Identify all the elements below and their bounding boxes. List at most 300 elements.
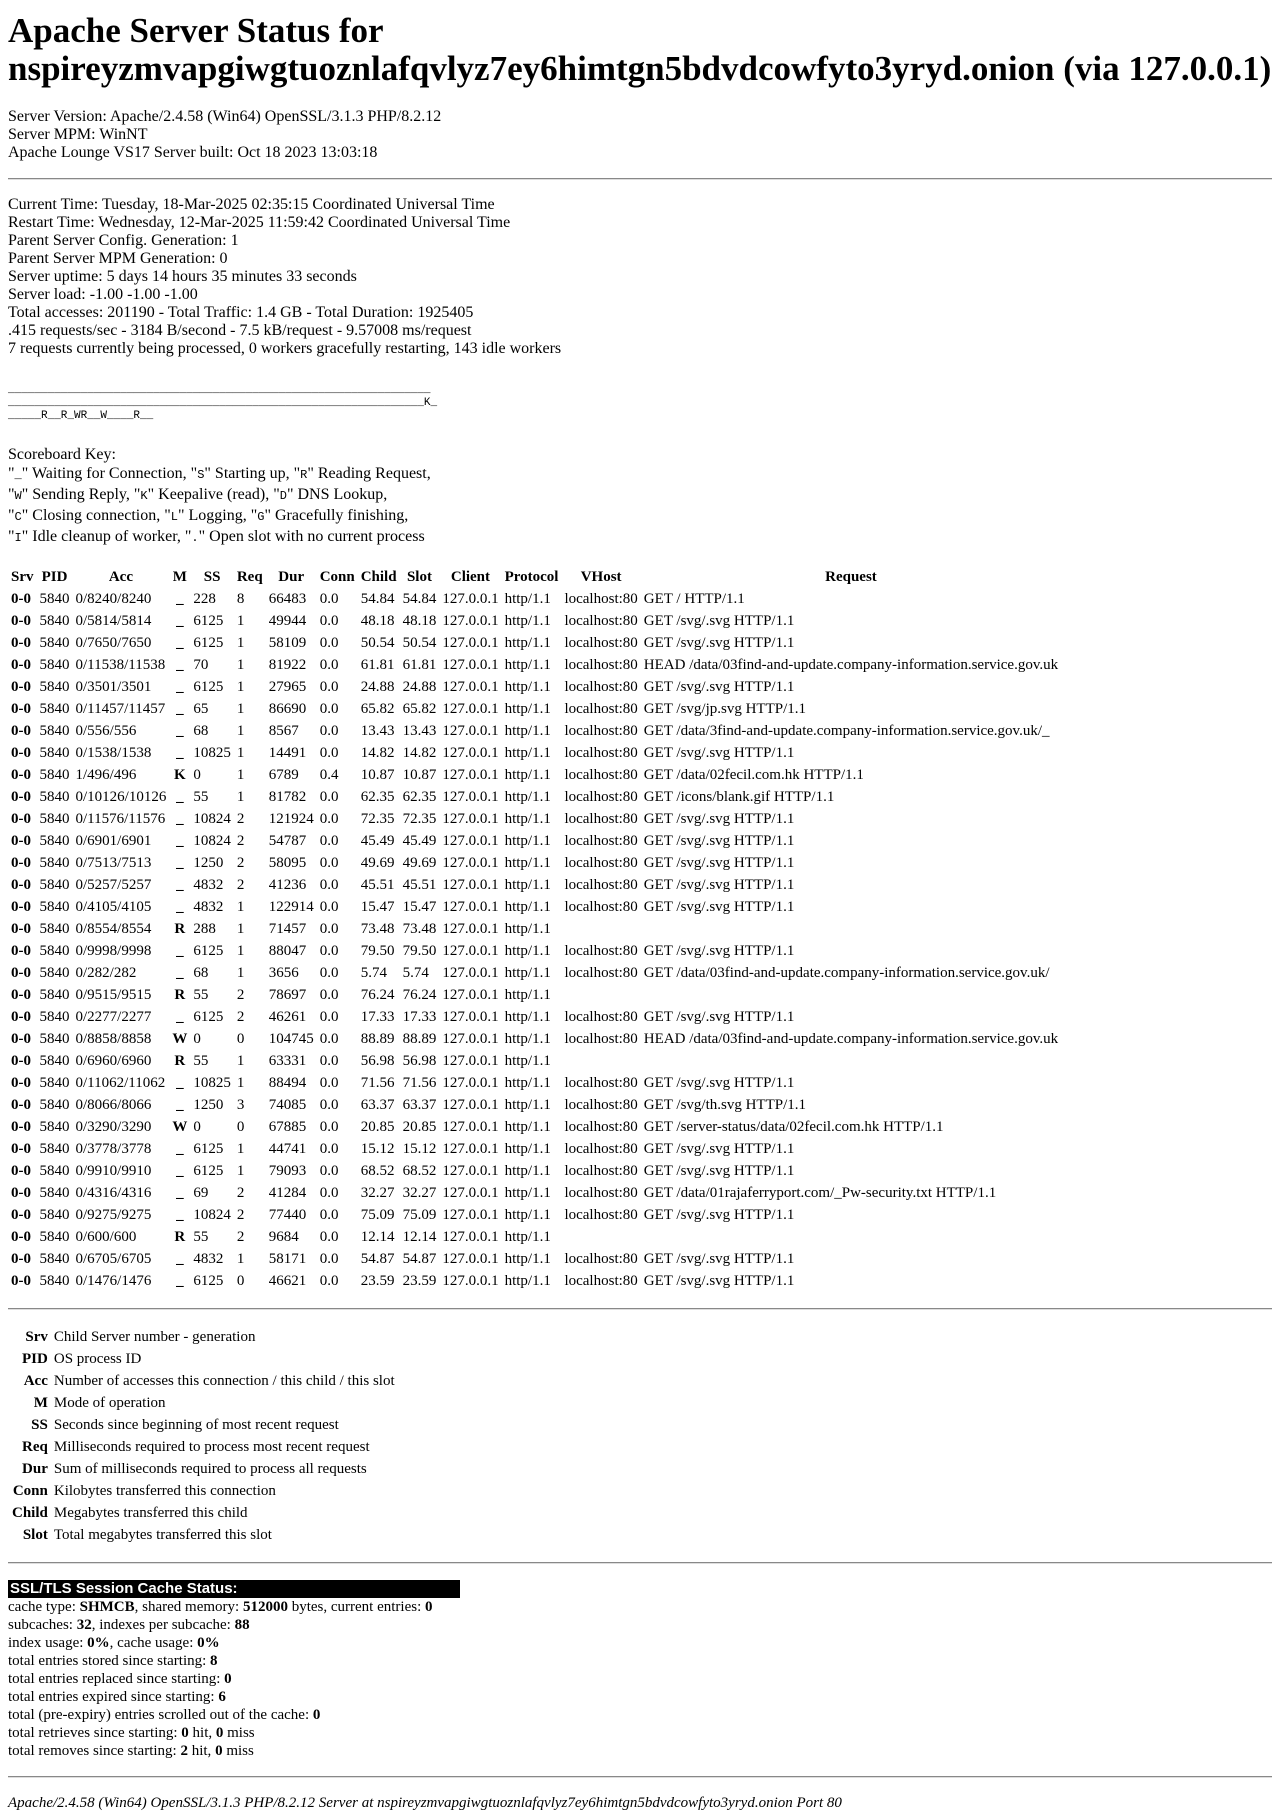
cell-client: 127.0.0.1 <box>442 899 499 915</box>
legend-term: SS <box>31 1417 48 1433</box>
cell-pid: 5840 <box>39 1119 70 1135</box>
cell-req: 1 <box>236 723 245 739</box>
cell-client: 127.0.0.1 <box>442 1097 499 1113</box>
cell-slot: 61.81 <box>402 657 437 673</box>
server-mpm: Server MPM: WinNT <box>8 126 148 143</box>
cell-req: 1 <box>236 965 245 981</box>
cell-conn: 0.0 <box>319 833 339 849</box>
cell-child: 79.50 <box>360 943 395 959</box>
table-row <box>8 676 1061 698</box>
cell-ss: 10824 <box>193 833 231 849</box>
cell-req: 2 <box>236 1229 245 1245</box>
cell-dur: 78697 <box>268 987 307 1003</box>
cell-slot: 45.49 <box>402 833 437 849</box>
cell-request: GET /svg/.svg HTTP/1.1 <box>643 899 795 915</box>
cell-pid: 5840 <box>39 811 70 827</box>
table-row <box>8 1116 1061 1138</box>
cell-mode: _ <box>176 701 184 717</box>
cell-req: 1 <box>236 789 245 805</box>
cell-mode: _ <box>176 1097 184 1113</box>
table-row <box>8 940 1061 962</box>
cell-child: 68.52 <box>360 1163 395 1179</box>
cell-vhost: localhost:80 <box>564 679 638 695</box>
cell-child: 75.09 <box>360 1207 395 1223</box>
cell-vhost: localhost:80 <box>564 855 638 871</box>
cell-protocol: http/1.1 <box>504 1229 551 1245</box>
column-header-dur: Dur <box>278 569 305 585</box>
cell-conn: 0.0 <box>319 1163 339 1179</box>
cell-request: GET / HTTP/1.1 <box>643 591 745 607</box>
cell-protocol: http/1.1 <box>504 877 551 893</box>
cell-mode: _ <box>176 591 184 607</box>
scoreboard-key-text: " Keepalive (read), " <box>147 486 280 503</box>
cell-srv: 0-0 <box>11 657 31 673</box>
server-info <box>8 108 1272 162</box>
cell-mode: _ <box>176 1251 184 1267</box>
cell-ss: 6125 <box>193 635 224 651</box>
scoreboard-key-text: " <box>8 507 15 524</box>
cell-request: GET /svg/.svg HTTP/1.1 <box>643 943 795 959</box>
cell-req: 2 <box>236 833 245 849</box>
cell-client: 127.0.0.1 <box>442 1119 499 1135</box>
table-row <box>8 786 1061 808</box>
ssl-cache-line <box>8 1616 1272 1634</box>
ssl-cache-value: 2 <box>180 1743 188 1759</box>
cell-vhost: localhost:80 <box>564 745 638 761</box>
scoreboard-key <box>8 445 1272 548</box>
cell-vhost: localhost:80 <box>564 657 638 673</box>
cell-srv: 0-0 <box>11 767 31 783</box>
scoreboard-key-code: W <box>14 489 22 503</box>
cell-request: GET /svg/.svg HTTP/1.1 <box>643 1009 795 1025</box>
cell-client: 127.0.0.1 <box>442 1207 499 1223</box>
cell-child: 49.69 <box>360 855 395 871</box>
cell-acc: 0/7513/7513 <box>75 855 152 871</box>
legend-term: Child <box>12 1505 48 1521</box>
cell-dur: 86690 <box>268 701 307 717</box>
legend-description: OS process ID <box>53 1351 142 1367</box>
cell-srv: 0-0 <box>11 1097 31 1113</box>
scoreboard-key-code: G <box>257 510 265 524</box>
legend-description: Seconds since beginning of most recent request <box>53 1417 339 1433</box>
cell-conn: 0.0 <box>319 1097 339 1113</box>
cell-conn: 0.0 <box>319 635 339 651</box>
column-header-m: M <box>172 569 187 585</box>
cell-acc: 0/9998/9998 <box>75 943 152 959</box>
legend-description: Kilobytes transferred this connection <box>53 1483 276 1499</box>
cell-pid: 5840 <box>39 899 70 915</box>
cell-client: 127.0.0.1 <box>442 701 499 717</box>
cell-mode: _ <box>176 1163 184 1179</box>
table-row <box>8 1160 1061 1182</box>
cell-child: 10.87 <box>360 767 395 783</box>
legend-description: Milliseconds required to process most recent request <box>53 1439 370 1455</box>
cell-acc: 0/6705/6705 <box>75 1251 152 1267</box>
cell-protocol: http/1.1 <box>504 899 551 915</box>
cell-child: 48.18 <box>360 613 395 629</box>
cell-acc: 0/5814/5814 <box>75 613 152 629</box>
cell-protocol: http/1.1 <box>504 1119 551 1135</box>
cell-client: 127.0.0.1 <box>442 635 499 651</box>
cell-pid: 5840 <box>39 1185 70 1201</box>
cell-protocol: http/1.1 <box>504 1009 551 1025</box>
cell-srv: 0-0 <box>11 1119 31 1135</box>
cell-dur: 49944 <box>268 613 307 629</box>
cell-req: 0 <box>236 1119 245 1135</box>
cell-ss: 4832 <box>193 877 224 893</box>
cell-srv: 0-0 <box>11 679 31 695</box>
cell-ss: 6125 <box>193 1141 224 1157</box>
cell-slot: 62.35 <box>402 789 437 805</box>
cell-child: 45.49 <box>360 833 395 849</box>
cell-request: GET /svg/.svg HTTP/1.1 <box>643 613 795 629</box>
cell-client: 127.0.0.1 <box>442 987 499 1003</box>
cell-vhost: localhost:80 <box>564 1163 638 1179</box>
cell-ss: 68 <box>193 965 209 981</box>
cell-request: GET /svg/.svg HTTP/1.1 <box>643 1207 795 1223</box>
cell-conn: 0.0 <box>319 921 339 937</box>
cell-mode: _ <box>176 833 184 849</box>
cell-req: 0 <box>236 1031 245 1047</box>
table-row <box>8 1028 1061 1050</box>
legend-description: Sum of milliseconds required to process all requests <box>53 1461 367 1477</box>
scoreboard-key-code: I <box>14 531 22 545</box>
cell-ss: 6125 <box>193 1163 224 1179</box>
cell-protocol: http/1.1 <box>504 1141 551 1157</box>
cell-slot: 71.56 <box>402 1075 437 1091</box>
cell-vhost: localhost:80 <box>564 877 638 893</box>
ssl-cache-header: SSL/TLS Session Cache Status: <box>8 1580 460 1598</box>
cell-acc: 0/5257/5257 <box>75 877 152 893</box>
server-load: Server load: -1.00 -1.00 -1.00 <box>8 286 198 303</box>
cell-pid: 5840 <box>39 1273 70 1289</box>
cell-dur: 58095 <box>268 855 307 871</box>
ssl-cache-line <box>8 1724 1272 1742</box>
ssl-cache-line <box>8 1688 1272 1706</box>
cell-ss: 0 <box>193 1119 201 1135</box>
cell-request: GET /svg/.svg HTTP/1.1 <box>643 877 795 893</box>
cell-client: 127.0.0.1 <box>442 679 499 695</box>
cell-slot: 79.50 <box>402 943 437 959</box>
cell-ss: 55 <box>193 789 209 805</box>
table-row <box>8 742 1061 764</box>
ssl-cache-line <box>8 1742 1272 1760</box>
cell-req: 2 <box>236 877 245 893</box>
scoreboard-key-text: " DNS Lookup, <box>286 486 388 503</box>
divider <box>8 1776 1272 1778</box>
cell-req: 1 <box>236 745 245 761</box>
cell-protocol: http/1.1 <box>504 723 551 739</box>
server-built: Apache Lounge VS17 Server built: Oct 18 2023 13:03:18 <box>8 144 378 161</box>
ssl-cache-label: hit, <box>188 1725 216 1741</box>
legend-description: Total megabytes transferred this slot <box>53 1527 272 1543</box>
scoreboard-key-text: " Idle cleanup of worker, " <box>21 528 192 545</box>
scoreboard <box>8 384 1272 423</box>
cell-srv: 0-0 <box>11 1273 31 1289</box>
legend-row <box>10 1502 397 1524</box>
cell-req: 1 <box>236 635 245 651</box>
cell-slot: 76.24 <box>402 987 437 1003</box>
cell-dur: 14491 <box>268 745 307 761</box>
cell-vhost: localhost:80 <box>564 943 638 959</box>
table-row <box>8 698 1061 720</box>
cell-vhost: localhost:80 <box>564 1097 638 1113</box>
cell-srv: 0-0 <box>11 899 31 915</box>
cell-protocol: http/1.1 <box>504 635 551 651</box>
cell-client: 127.0.0.1 <box>442 1075 499 1091</box>
cell-srv: 0-0 <box>11 855 31 871</box>
cell-dur: 79093 <box>268 1163 307 1179</box>
scoreboard-key-code: _ <box>14 468 22 482</box>
ssl-cache-label: total removes since starting: <box>8 1743 181 1759</box>
cell-slot: 13.43 <box>402 723 437 739</box>
cell-vhost: localhost:80 <box>564 811 638 827</box>
cell-protocol: http/1.1 <box>504 987 551 1003</box>
cell-acc: 0/9515/9515 <box>75 987 152 1003</box>
cell-client: 127.0.0.1 <box>442 877 499 893</box>
cell-pid: 5840 <box>39 987 70 1003</box>
ssl-cache-label: , shared memory: <box>134 1599 243 1615</box>
cell-pid: 5840 <box>39 1053 70 1069</box>
cell-conn: 0.4 <box>319 767 339 783</box>
cell-req: 1 <box>236 1053 245 1069</box>
cell-pid: 5840 <box>39 679 70 695</box>
cell-ss: 55 <box>193 1229 209 1245</box>
cell-client: 127.0.0.1 <box>442 1141 499 1157</box>
page-title-line1: Apache Server Status for <box>8 11 384 50</box>
cell-child: 13.43 <box>360 723 395 739</box>
legend-row <box>10 1480 397 1502</box>
ssl-cache-label: , indexes per subcache: <box>91 1617 235 1633</box>
cell-acc: 0/1476/1476 <box>75 1273 152 1289</box>
cell-srv: 0-0 <box>11 701 31 717</box>
legend-term: Conn <box>12 1483 48 1499</box>
cell-request: GET /svg/.svg HTTP/1.1 <box>643 1273 795 1289</box>
cell-client: 127.0.0.1 <box>442 1251 499 1267</box>
cell-mode: _ <box>176 811 184 827</box>
scoreboard-key-text: " Open slot with no current process <box>198 528 425 545</box>
cell-protocol: http/1.1 <box>504 1097 551 1113</box>
cell-slot: 63.37 <box>402 1097 437 1113</box>
cell-slot: 15.47 <box>402 899 437 915</box>
cell-pid: 5840 <box>39 833 70 849</box>
page-title <box>8 12 1272 88</box>
cell-mode: _ <box>176 657 184 673</box>
ssl-cache-value: 0% <box>197 1635 220 1651</box>
cell-vhost: localhost:80 <box>564 1119 638 1135</box>
scoreboard-key-line <box>8 527 1272 548</box>
cell-client: 127.0.0.1 <box>442 1229 499 1245</box>
cell-child: 54.87 <box>360 1251 395 1267</box>
legend-row <box>10 1524 397 1546</box>
cell-ss: 4832 <box>193 1251 224 1267</box>
cell-dur: 66483 <box>268 591 307 607</box>
ssl-cache-value: 0% <box>87 1635 110 1651</box>
cell-ss: 6125 <box>193 1009 224 1025</box>
cell-request: GET /svg/.svg HTTP/1.1 <box>643 745 795 761</box>
cell-mode: _ <box>176 899 184 915</box>
cell-acc: 0/6901/6901 <box>75 833 152 849</box>
cell-protocol: http/1.1 <box>504 1251 551 1267</box>
cell-child: 14.82 <box>360 745 395 761</box>
column-header-pid: PID <box>41 569 68 585</box>
cell-client: 127.0.0.1 <box>442 1009 499 1025</box>
scoreboard-key-text: " Closing connection, " <box>21 507 171 524</box>
cell-srv: 0-0 <box>11 1207 31 1223</box>
cell-child: 88.89 <box>360 1031 395 1047</box>
cell-conn: 0.0 <box>319 745 339 761</box>
cell-pid: 5840 <box>39 1251 70 1267</box>
cell-acc: 0/3501/3501 <box>75 679 152 695</box>
ssl-cache-label: miss <box>222 1743 254 1759</box>
cell-protocol: http/1.1 <box>504 613 551 629</box>
legend-description: Megabytes transferred this child <box>53 1505 248 1521</box>
column-header-srv: Srv <box>11 569 34 585</box>
column-header-ss: SS <box>203 569 221 585</box>
table-row <box>8 654 1061 676</box>
cell-request <box>641 984 1061 1006</box>
table-row <box>8 1204 1061 1226</box>
legend-row <box>10 1414 397 1436</box>
ssl-cache-label: , cache usage: <box>109 1635 198 1651</box>
cell-dur: 41284 <box>268 1185 307 1201</box>
cell-slot: 15.12 <box>402 1141 437 1157</box>
cell-vhost: localhost:80 <box>564 613 638 629</box>
cell-srv: 0-0 <box>11 591 31 607</box>
cell-child: 62.35 <box>360 789 395 805</box>
cell-srv: 0-0 <box>11 833 31 849</box>
cell-slot: 17.33 <box>402 1009 437 1025</box>
cell-pid: 5840 <box>39 1097 70 1113</box>
ssl-cache-value: 32 <box>76 1617 92 1633</box>
cell-child: 65.82 <box>360 701 395 717</box>
cell-ss: 70 <box>193 657 209 673</box>
table-row <box>8 852 1061 874</box>
cell-protocol: http/1.1 <box>504 745 551 761</box>
scoreboard-key-line <box>8 506 1272 527</box>
cell-ss: 1250 <box>193 1097 224 1113</box>
cell-dur: 88047 <box>268 943 307 959</box>
column-header-client: Client <box>450 569 491 585</box>
ssl-cache-line <box>8 1706 1272 1724</box>
cell-mode: _ <box>176 1185 184 1201</box>
cell-child: 56.98 <box>360 1053 395 1069</box>
cell-protocol: http/1.1 <box>504 855 551 871</box>
cell-srv: 0-0 <box>11 1031 31 1047</box>
ssl-cache-value: 0 <box>425 1599 433 1615</box>
cell-pid: 5840 <box>39 877 70 893</box>
cell-protocol: http/1.1 <box>504 943 551 959</box>
cell-ss: 6125 <box>193 613 224 629</box>
table-row <box>8 984 1061 1006</box>
cell-pid: 5840 <box>39 745 70 761</box>
ssl-cache-label: bytes, current entries: <box>287 1599 425 1615</box>
cell-dur: 77440 <box>268 1207 307 1223</box>
cell-acc: 0/9910/9910 <box>75 1163 152 1179</box>
cell-acc: 0/600/600 <box>75 1229 137 1245</box>
cell-dur: 104745 <box>268 1031 314 1047</box>
cell-mode: _ <box>176 635 184 651</box>
cell-request: GET /svg/jp.svg HTTP/1.1 <box>643 701 807 717</box>
ssl-cache-label: total (pre-expiry) entries scrolled out of the cache: <box>8 1707 313 1723</box>
cell-conn: 0.0 <box>319 723 339 739</box>
cell-protocol: http/1.1 <box>504 767 551 783</box>
cell-request: GET /data/3find-and-update.company-information.service.gov.uk/_ <box>643 723 1050 739</box>
total-accesses: Total accesses: 201190 - Total Traffic: 1.4 GB - Total Duration: 1925405 <box>8 304 474 321</box>
cell-acc: 0/4105/4105 <box>75 899 152 915</box>
cell-protocol: http/1.1 <box>504 1185 551 1201</box>
config-generation: Parent Server Config. Generation: 1 <box>8 232 239 249</box>
cell-dur: 58109 <box>268 635 307 651</box>
cell-pid: 5840 <box>39 1009 70 1025</box>
cell-vhost: localhost:80 <box>564 1075 638 1091</box>
cell-dur: 9684 <box>268 1229 299 1245</box>
cell-client: 127.0.0.1 <box>442 591 499 607</box>
cell-conn: 0.0 <box>319 613 339 629</box>
table-row <box>8 830 1061 852</box>
scoreboard-key-code: D <box>279 489 287 503</box>
cell-request: GET /svg/.svg HTTP/1.1 <box>643 833 795 849</box>
cell-dur: 74085 <box>268 1097 307 1113</box>
cell-dur: 44741 <box>268 1141 307 1157</box>
ssl-cache-label: miss <box>223 1725 255 1741</box>
cell-conn: 0.0 <box>319 1251 339 1267</box>
cell-dur: 8567 <box>268 723 299 739</box>
column-header-protocol: Protocol <box>504 569 559 585</box>
cell-srv: 0-0 <box>11 1251 31 1267</box>
mpm-generation: Parent Server MPM Generation: 0 <box>8 250 228 267</box>
cell-mode: _ <box>176 877 184 893</box>
cell-req: 2 <box>236 1009 245 1025</box>
cell-request: HEAD /data/03find-and-update.company-information.service.gov.uk <box>643 1031 1059 1047</box>
cell-child: 50.54 <box>360 635 395 651</box>
table-row <box>8 896 1061 918</box>
cell-dur: 67885 <box>268 1119 307 1135</box>
cell-req: 1 <box>236 679 245 695</box>
cell-vhost: localhost:80 <box>564 1009 638 1025</box>
cell-acc: 0/11457/11457 <box>75 701 166 717</box>
cell-slot: 12.14 <box>402 1229 437 1245</box>
cell-dur: 88494 <box>268 1075 307 1091</box>
legend-description: Mode of operation <box>53 1395 166 1411</box>
cell-ss: 0 <box>193 767 201 783</box>
server-uptime: Server uptime: 5 days 14 hours 35 minutes 33 seconds <box>8 268 357 285</box>
table-row <box>8 808 1061 830</box>
column-header-request: Request <box>825 569 877 585</box>
cell-vhost: localhost:80 <box>564 1207 638 1223</box>
cell-pid: 5840 <box>39 1141 70 1157</box>
cell-child: 23.59 <box>360 1273 395 1289</box>
cell-request: GET /svg/.svg HTTP/1.1 <box>643 1141 795 1157</box>
cell-vhost: localhost:80 <box>564 965 638 981</box>
cell-ss: 69 <box>193 1185 209 1201</box>
worker-summary: 7 requests currently being processed, 0 workers gracefully restarting, 143 idle workers <box>8 340 562 357</box>
cell-client: 127.0.0.1 <box>442 833 499 849</box>
cell-request: HEAD /data/03find-and-update.company-information.service.gov.uk <box>643 657 1059 673</box>
cell-srv: 0-0 <box>11 877 31 893</box>
cell-conn: 0.0 <box>319 1141 339 1157</box>
cell-client: 127.0.0.1 <box>442 943 499 959</box>
cell-acc: 0/4316/4316 <box>75 1185 152 1201</box>
cell-slot: 88.89 <box>402 1031 437 1047</box>
cell-vhost: localhost:80 <box>564 701 638 717</box>
cell-dur: 121924 <box>268 811 314 827</box>
cell-client: 127.0.0.1 <box>442 657 499 673</box>
scoreboard-key-line <box>8 485 1272 506</box>
cell-dur: 27965 <box>268 679 307 695</box>
legend-term: Acc <box>23 1373 48 1389</box>
legend-term: Srv <box>25 1329 48 1345</box>
